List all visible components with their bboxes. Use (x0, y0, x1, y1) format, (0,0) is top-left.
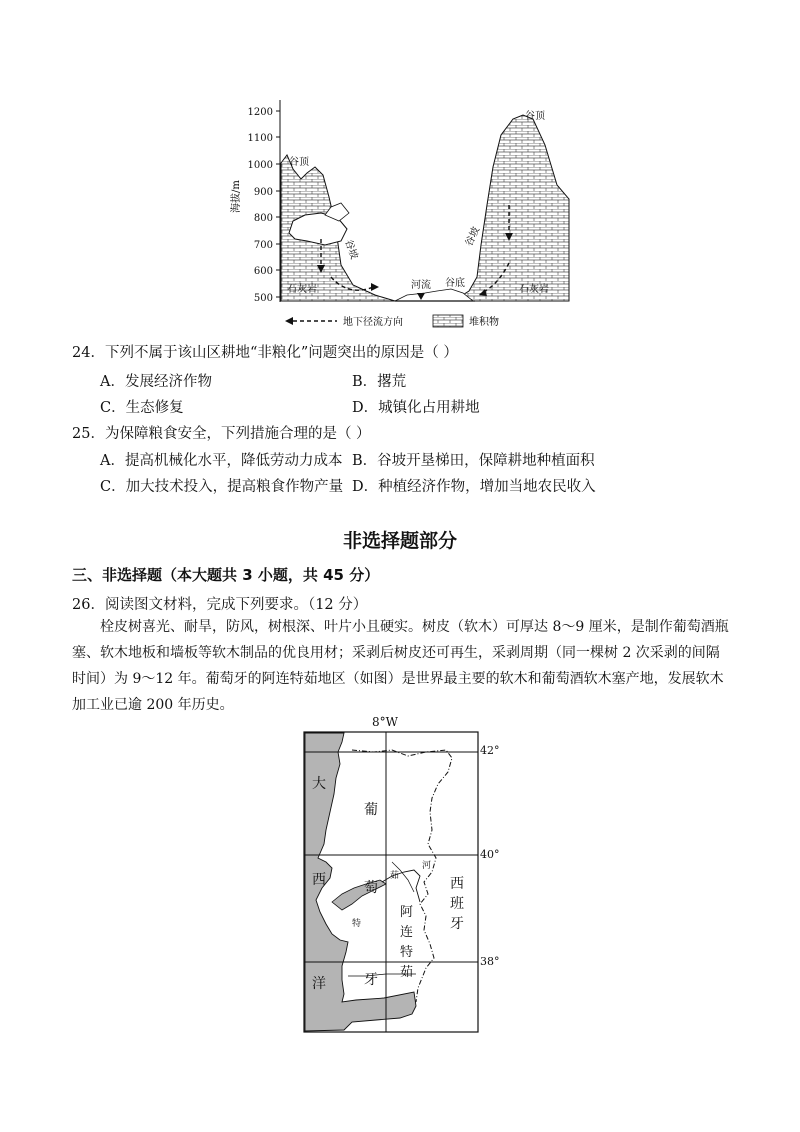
lon-label: 8°W (372, 715, 398, 729)
q26-passage-line-3: 时间）为 9～12 年。葡萄牙的阿连特茹地区（如图）是世界最主要的软木和葡萄酒软木塞产地，发展软木 (72, 671, 724, 687)
portugal-char-3: 牙 (364, 972, 378, 988)
q26-passage-line-2: 塞、软木地板和墙板等软木制品的优良用材；采剥后树皮还可再生，采剥周期（同一棵树 2 次采剥的间隔 (72, 645, 720, 661)
valley-profile-figure (225, 95, 585, 335)
y-tick-label: 700 (253, 240, 273, 251)
portugal-char-1: 葡 (364, 802, 378, 818)
q24-option-a[interactable]: A．发展经济作物 (100, 374, 212, 390)
y-axis-label: 海拔/m (231, 180, 242, 213)
legend-sediment-label: 堆积物 (469, 317, 499, 328)
lat-label-40: 40° (480, 848, 500, 861)
q25-stem: 25．为保障粮食安全，下列措施合理的是（ ） (72, 426, 371, 442)
q25-option-b[interactable]: B．谷坡开垦梯田，保障耕地种植面积 (352, 453, 595, 469)
ocean-char-1: 大 (312, 776, 326, 792)
y-tick-label: 1100 (247, 133, 273, 144)
alentejo-map (296, 712, 516, 1038)
ocean-char-3: 洋 (312, 976, 326, 992)
q24-option-d[interactable]: D．城镇化占用耕地 (352, 400, 480, 416)
y-tick-label: 600 (253, 266, 273, 277)
legend-sediment-swatch (433, 315, 463, 327)
y-ticks (248, 107, 280, 304)
legend-groundwater-label: 地下径流方向 (343, 317, 403, 328)
spain-char-1: 西 (450, 876, 464, 892)
label-limestone-left: 石灰岩 (287, 284, 317, 295)
q26-stem: 26．阅读图文材料，完成下列要求。（12 分） (72, 597, 368, 613)
label-valley-floor: 谷底 (445, 278, 465, 289)
label-valley-slope-left: 谷坡 (342, 238, 360, 261)
q25-option-a[interactable]: A．提高机械化水平，降低劳动力成本 (100, 453, 343, 469)
alentejo-char-4: 茹 (400, 965, 414, 980)
valley-sediment (395, 289, 473, 301)
alentejo-char-3: 特 (400, 945, 414, 960)
y-tick-label: 1200 (247, 107, 273, 118)
alentejo-char-1: 阿 (400, 905, 414, 920)
legend (285, 315, 499, 328)
lat-label-42: 42° (480, 744, 500, 757)
label-valley-top-right: 谷顶 (525, 111, 545, 122)
label-valley-slope-right: 谷坡 (463, 225, 483, 249)
lat-label-38: 38° (480, 955, 500, 968)
ocean-char-2: 西 (312, 872, 326, 888)
q24-option-c[interactable]: C．生态修复 (100, 400, 184, 416)
spain-char-2: 班 (450, 896, 464, 912)
q26-passage-line-4: 加工业已逾 200 年历史。 (72, 697, 234, 713)
alentejo-char-2: 连 (400, 925, 414, 940)
q25-option-c[interactable]: C．加大技术投入，提高粮食作物产量 (100, 479, 344, 495)
portugal-char-2: 萄 (364, 880, 378, 896)
spain-char-3: 牙 (450, 916, 464, 932)
q26-passage-line-1: 栓皮树喜光、耐旱，防风，树根深、叶片小且硬实。树皮（软木）可厚达 8～9 厘米，是制作葡萄酒瓶 (100, 619, 729, 635)
q25-option-d[interactable]: D．种植经济作物，增加当地农民收入 (352, 479, 596, 495)
y-tick-label: 500 (253, 293, 273, 304)
label-limestone-right: 石灰岩 (519, 284, 549, 295)
tejo-char: 特 (352, 919, 362, 929)
q24-option-b[interactable]: B．撂荒 (352, 374, 407, 390)
y-tick-label: 1000 (247, 160, 273, 171)
label-river: 河流 (411, 280, 431, 291)
river-char-2: 河 (422, 861, 432, 871)
section-title: 非选择题部分 (342, 530, 457, 552)
river-char-1: 茹 (390, 871, 400, 881)
q24-stem: 24．下列不属于该山区耕地“非粮化”问题突出的原因是（ ） (72, 345, 458, 361)
section-subtitle: 三、非选择题（本大题共 3 小题，共 45 分） (72, 566, 380, 584)
label-valley-top-left: 谷顶 (289, 157, 309, 168)
right-limestone (453, 115, 569, 301)
y-tick-label: 900 (253, 187, 273, 198)
y-tick-label: 800 (253, 213, 273, 224)
